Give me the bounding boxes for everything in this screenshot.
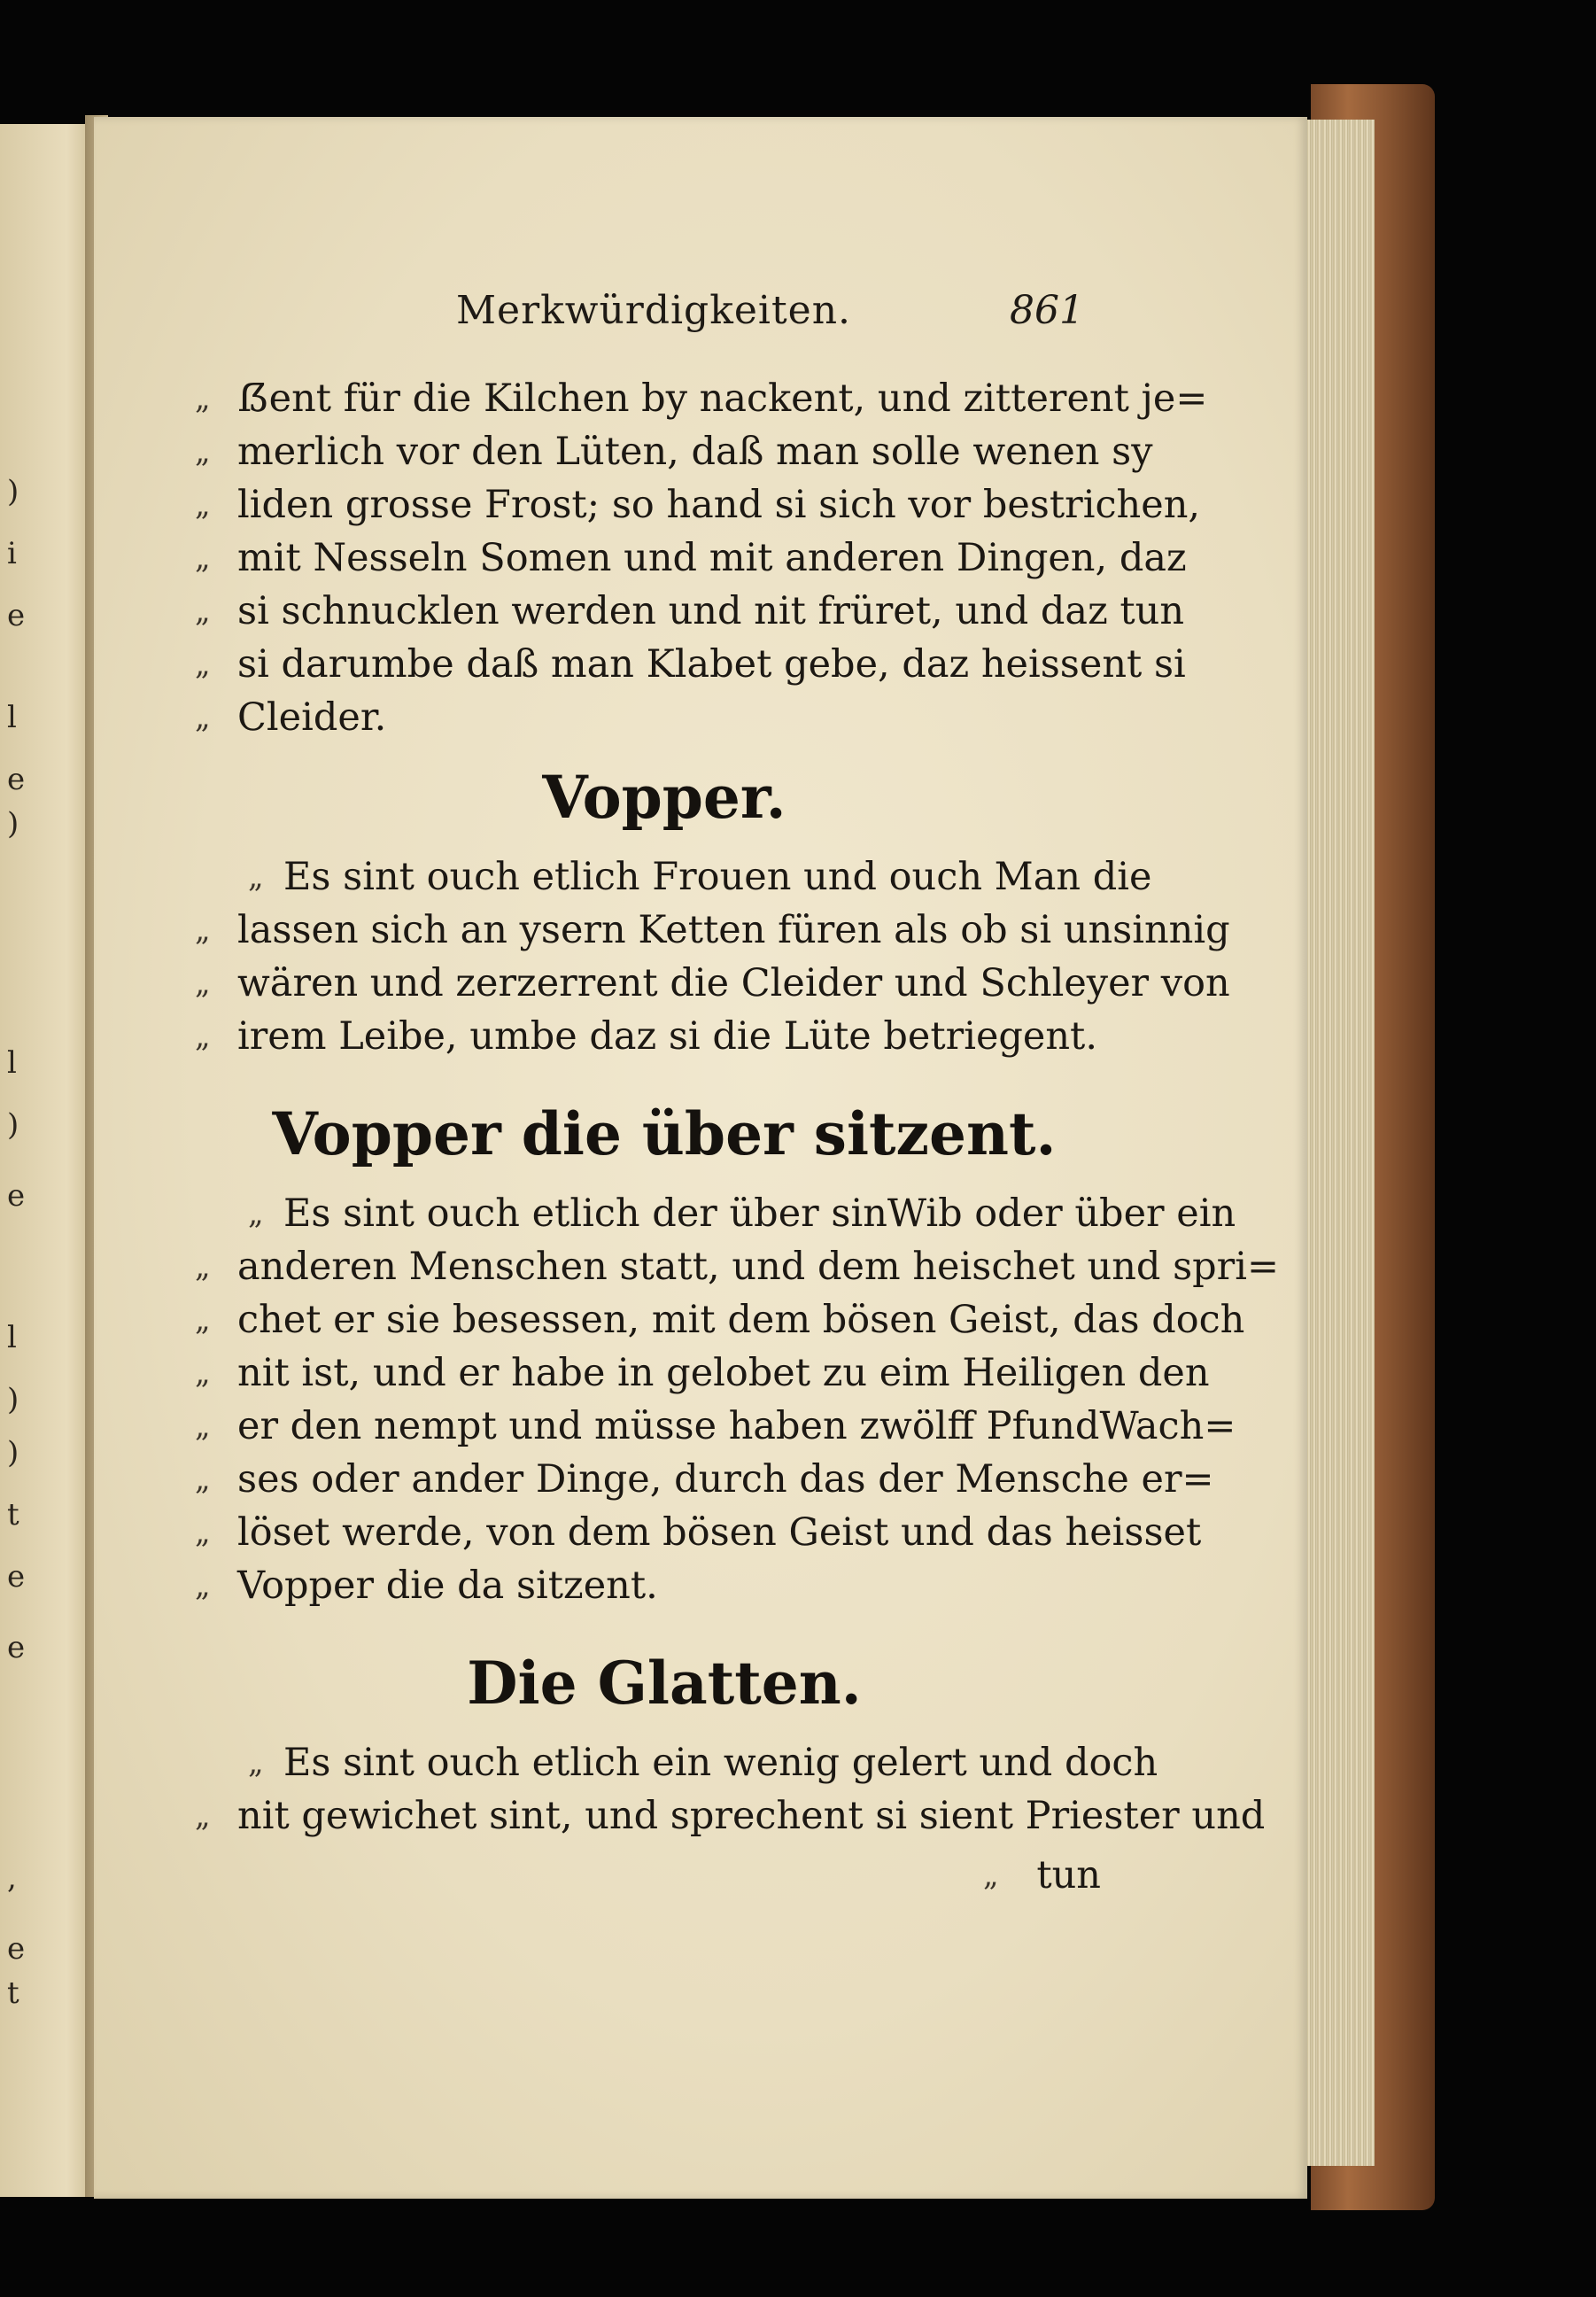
quote-mark: „ bbox=[195, 434, 211, 469]
quote-mark: „ bbox=[195, 700, 211, 735]
quote-mark: „ bbox=[195, 1798, 211, 1834]
quote-mark: „ bbox=[195, 594, 211, 629]
section-heading: Vopper. bbox=[542, 763, 786, 832]
text-line: ses oder ander Dinge, durch das der Mensche er= bbox=[237, 1457, 1214, 1502]
text-line: ẞent für die Kilchen by nackent, und zitterent je= bbox=[237, 376, 1208, 421]
quote-mark: „ bbox=[195, 1302, 211, 1338]
text-line: merlich vor den Lüten, daß man solle wenen sy bbox=[237, 430, 1153, 474]
quote-mark: „ bbox=[195, 540, 211, 576]
left-page-fragment: ) bbox=[7, 1107, 19, 1143]
text-line: chet er sie besessen, mit dem bösen Geist, das doch bbox=[237, 1298, 1245, 1342]
text-line: Es sint ouch etlich Frouen und ouch Man die bbox=[283, 855, 1152, 899]
text-line: mit Nesseln Somen und mit anderen Dingen, daz bbox=[237, 536, 1187, 580]
quote-mark: „ bbox=[248, 859, 264, 895]
left-page-fragment: e bbox=[7, 1559, 26, 1595]
left-page-fragment: t bbox=[7, 1975, 19, 2011]
left-page-fragment: ) bbox=[7, 474, 19, 509]
text-line: Cleider. bbox=[237, 695, 387, 740]
text-line: si schnucklen werden und nit früret, und daz tun bbox=[237, 589, 1185, 633]
text-line: nit gewichet sint, und sprechent si sient Priester und bbox=[237, 1794, 1266, 1838]
left-page-fragment: e bbox=[7, 598, 26, 633]
left-page-fragment: t bbox=[7, 1497, 19, 1533]
left-page-fragment: , bbox=[7, 1860, 17, 1896]
quote-mark: „ bbox=[195, 647, 211, 682]
quote-mark: „ bbox=[195, 966, 211, 1001]
quote-mark: „ bbox=[195, 1019, 211, 1054]
left-page-fragment: l bbox=[7, 1045, 17, 1081]
left-page-fragment: l bbox=[7, 1320, 17, 1355]
left-page-fragment: l bbox=[7, 700, 17, 735]
quote-mark: „ bbox=[195, 1515, 211, 1550]
text-line: löset werde, von dem bösen Geist und das heisset bbox=[237, 1510, 1202, 1555]
left-page-fragment: e bbox=[7, 1178, 26, 1214]
left-page-fragment: e bbox=[7, 1931, 26, 1967]
text-line: nit ist, und er habe in gelobet zu eim Heiligen den bbox=[237, 1351, 1210, 1395]
text-line: Es sint ouch etlich ein wenig gelert und doch bbox=[283, 1741, 1158, 1785]
catchword: tun bbox=[1036, 1853, 1101, 1897]
quote-mark: „ bbox=[195, 1355, 211, 1391]
quote-mark: „ bbox=[248, 1196, 264, 1231]
section-heading: Die Glatten. bbox=[467, 1649, 862, 1718]
quote-mark: „ bbox=[983, 1858, 999, 1893]
left-page-fragment: e bbox=[7, 1630, 26, 1665]
text-line: er den nempt und müsse haben zwölff PfundWach= bbox=[237, 1404, 1236, 1448]
text-line: wären und zerzerrent die Cleider und Schleyer von bbox=[237, 961, 1230, 1005]
quote-mark: „ bbox=[195, 912, 211, 948]
quote-mark: „ bbox=[195, 1249, 211, 1284]
left-page-fragment: ) bbox=[7, 1382, 19, 1417]
text-line: Vopper die da sitzent. bbox=[237, 1564, 658, 1608]
running-head: Merkwürdigkeiten. bbox=[456, 288, 852, 333]
text-line: si darumbe daß man Klabet gebe, daz heissent si bbox=[237, 642, 1186, 687]
left-page-fragment: ) bbox=[7, 806, 19, 842]
left-facing-page bbox=[0, 124, 96, 2197]
section-heading: Vopper die über sitzent. bbox=[272, 1099, 1057, 1168]
text-line: irem Leibe, umbe daz si die Lüte betriegent. bbox=[237, 1014, 1098, 1059]
quote-mark: „ bbox=[195, 1408, 211, 1444]
left-page-fragment: e bbox=[7, 762, 26, 797]
quote-mark: „ bbox=[195, 487, 211, 523]
left-page-fragment: i bbox=[7, 536, 17, 571]
text-line: liden grosse Frost; so hand si sich vor bestrichen, bbox=[237, 483, 1201, 527]
quote-mark: „ bbox=[248, 1745, 264, 1781]
text-line: Es sint ouch etlich der über sinWib oder über ein bbox=[283, 1191, 1236, 1236]
quote-mark: „ bbox=[195, 381, 211, 416]
text-line: lassen sich an ysern Ketten füren als ob si unsinnig bbox=[237, 908, 1230, 952]
page-number: 861 bbox=[1010, 288, 1084, 333]
quote-mark: „ bbox=[195, 1462, 211, 1497]
left-page-fragment: ) bbox=[7, 1435, 19, 1471]
quote-mark: „ bbox=[195, 1568, 211, 1603]
text-line: anderen Menschen statt, und dem heischet und spri= bbox=[237, 1245, 1280, 1289]
